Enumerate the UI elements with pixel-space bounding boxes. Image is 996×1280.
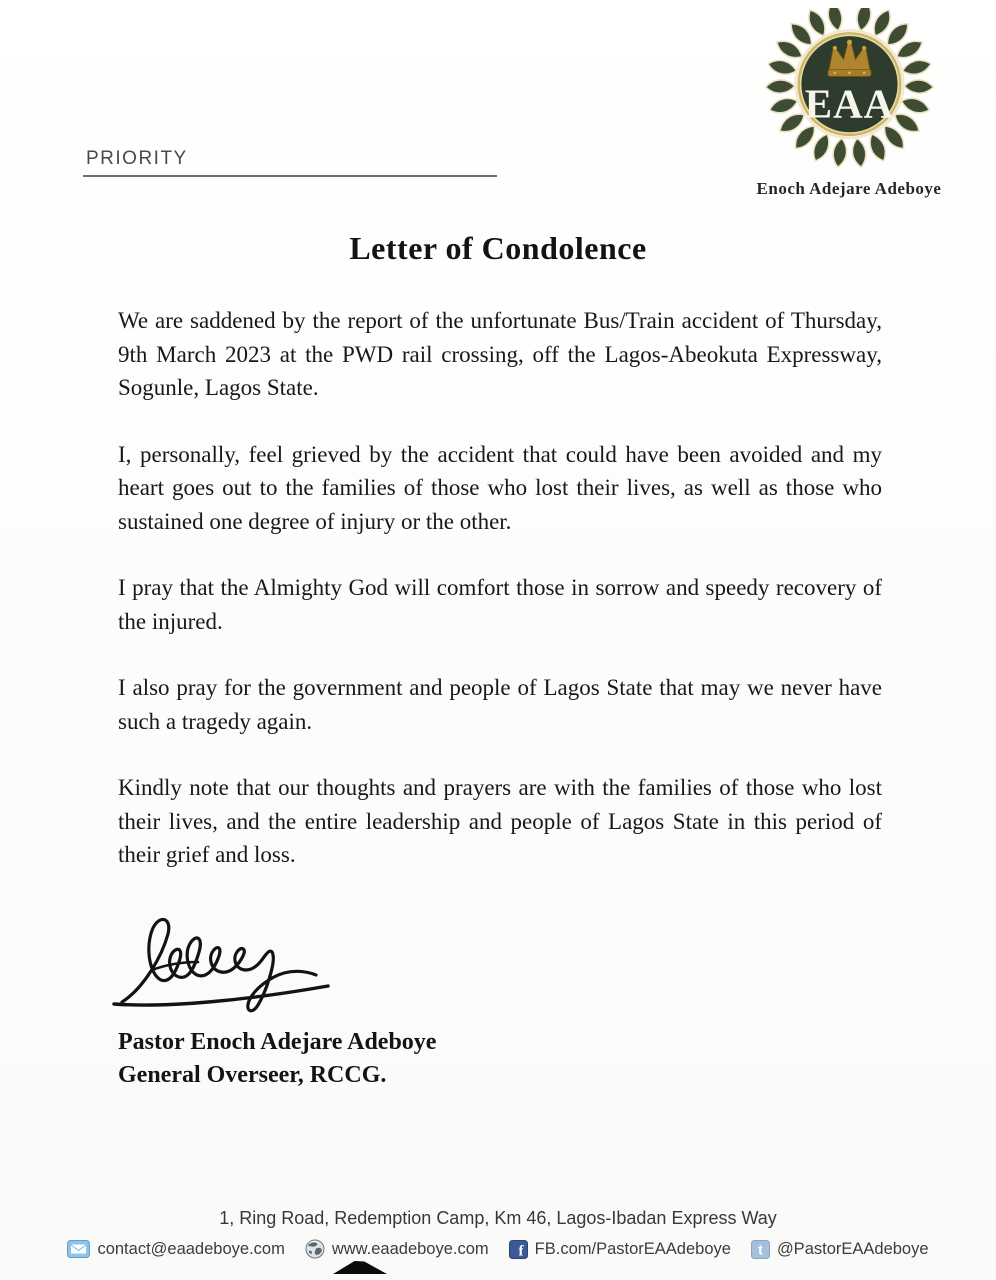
eaa-crest-icon	[747, 8, 952, 172]
globe-icon	[305, 1239, 325, 1259]
paragraph: I also pray for the government and people of Lagos State that may we never have such a tragedy again.	[118, 675, 882, 734]
paragraph: We are saddened by the report of the unfortunate Bus/Train accident of Thursday, 9th March 2023 at the PWD rail crossing, off the Lagos-Abeokuta Expressway, Sogunle, Lagos State.	[118, 308, 882, 400]
contact-website	[305, 1239, 489, 1259]
facebook-icon	[509, 1240, 528, 1259]
email-icon	[67, 1240, 90, 1258]
footer-address: 1, Ring Road, Redemption Camp, Km 46, Lagos-Ibadan Express Way	[219, 1208, 777, 1228]
cursor-artifact	[333, 1261, 387, 1274]
priority-label: PRIORITY	[86, 148, 188, 169]
contact-email	[67, 1240, 284, 1259]
paragraph: I pray that the Almighty God will comfort those in sorrow and speedy recovery of the injured.	[118, 575, 882, 634]
twitter-icon	[751, 1240, 770, 1259]
contact-twitter-label[interactable]: @PastorEAAdeboye	[776, 1239, 929, 1258]
signatory-name: Pastor Enoch Adejare Adeboye	[118, 1029, 437, 1055]
svg-text:EAA: EAA	[804, 80, 894, 127]
logo-owner-name: Enoch Adejare Adeboye	[756, 179, 942, 198]
eaa-logo	[734, 8, 964, 199]
footer-contacts	[0, 1239, 996, 1259]
contact-twitter	[751, 1240, 929, 1259]
contact-facebook	[509, 1240, 731, 1259]
contact-website-label[interactable]: www.eaadeboye.com	[331, 1239, 489, 1258]
letter-title: Letter of Condolence	[349, 230, 647, 266]
contact-email-label[interactable]: contact@eaadeboye.com	[97, 1239, 285, 1258]
svg-text:t: t	[758, 1241, 763, 1257]
signatory-block	[118, 1026, 436, 1092]
paragraph: Kindly note that our thoughts and prayers are with the families of those who lost their lives, and the entire leadership and people of Lagos State in this period of their grief and loss.	[118, 775, 882, 867]
paragraph: I, personally, feel grieved by the accident that could have been avoided and my heart goes out to the families of those who lost their lives, as well as those who sustained one degree of injury or the other.	[118, 441, 882, 534]
contact-facebook-label[interactable]: FB.com/PastorEAAdeboye	[534, 1239, 731, 1258]
priority-underline	[83, 175, 497, 177]
signature-image	[108, 912, 348, 1029]
signatory-title: General Overseer, RCCG.	[118, 1062, 387, 1088]
letter-body	[118, 304, 882, 905]
svg-text:f: f	[518, 1243, 524, 1259]
